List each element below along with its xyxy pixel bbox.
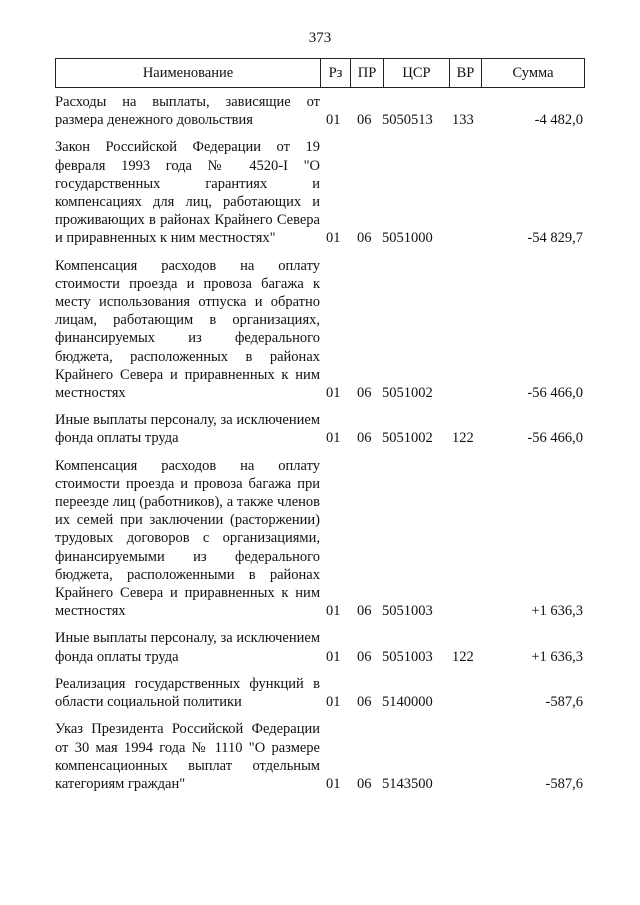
row-sum: +1 636,3 xyxy=(531,648,583,665)
row-csr: 5143500 xyxy=(382,775,433,792)
table-row xyxy=(55,136,585,247)
row-rz: 01 xyxy=(326,385,341,402)
row-csr: 5051003 xyxy=(382,648,433,665)
row-codes xyxy=(55,693,585,711)
table-row xyxy=(55,627,585,665)
row-rz: 01 xyxy=(326,603,341,620)
row-pr: 06 xyxy=(357,648,372,665)
row-csr: 5051003 xyxy=(382,603,433,620)
row-csr: 5051002 xyxy=(382,430,433,447)
row-pr: 06 xyxy=(357,430,372,447)
header-pr: ПР xyxy=(351,59,384,87)
row-sum: -587,6 xyxy=(545,694,583,711)
row-rz: 01 xyxy=(326,112,341,129)
header-rz: Рз xyxy=(321,59,351,87)
header-vr: ВР xyxy=(450,59,482,87)
row-sum: -4 482,0 xyxy=(534,112,583,129)
row-csr: 5140000 xyxy=(382,694,433,711)
row-name: Компенсация расходов на оплату стоимости проезда и провоза багажа при переезде лиц (работников), а также членов их семей при заключении (расторжении) трудовых договоров с организациями, финансируемыми из федерального бюджета, расположенными в районах Крайнего Севера и приравненных к ним местностях xyxy=(55,457,320,620)
row-pr: 06 xyxy=(357,694,372,711)
row-rz: 01 xyxy=(326,648,341,665)
row-rz: 01 xyxy=(326,430,341,447)
row-name: Реализация государственных функций в области социальной политики xyxy=(55,675,320,711)
row-codes xyxy=(55,602,585,620)
row-csr: 5051000 xyxy=(382,230,433,247)
row-sum: -587,6 xyxy=(545,775,583,792)
row-name: Указ Президента Российской Федерации от 30 мая 1994 года № 1110 "О размере компенсационных выплат отдельным категориям граждан" xyxy=(55,721,320,792)
row-codes xyxy=(55,384,585,402)
row-csr: 5051002 xyxy=(382,385,433,402)
row-name: Компенсация расходов на оплату стоимости проезда и провоза багажа к месту использования отпуска и обратно лицам, работающим в организациях, финансируемых из федерального бюджета, расположенных в районах Крайнего Севера и приравненных к ним местностях xyxy=(55,257,320,402)
row-codes xyxy=(55,775,585,793)
table-header xyxy=(55,58,585,88)
row-rz: 01 xyxy=(326,775,341,792)
row-rz: 01 xyxy=(326,694,341,711)
header-csr: ЦСР xyxy=(384,59,450,87)
row-pr: 06 xyxy=(357,603,372,620)
row-name: Иные выплаты персоналу, за исключением фонда оплаты труда xyxy=(55,630,320,665)
row-vr: 122 xyxy=(452,648,474,665)
row-vr: 122 xyxy=(452,430,474,447)
table-row xyxy=(55,718,585,793)
header-name: Наименование xyxy=(56,59,321,87)
row-pr: 06 xyxy=(357,112,372,129)
page-number: 373 xyxy=(308,30,332,46)
row-codes xyxy=(55,229,585,247)
row-vr: 133 xyxy=(452,112,474,129)
row-codes xyxy=(55,111,585,129)
row-sum: -56 466,0 xyxy=(527,430,583,447)
row-name: Закон Российской Федерации от 19 февраля 1993 года № 4520-I "О государственных гарантиях и компенсациях для лиц, работающих и проживающих в районах Крайнего Севера и приравненных к ним местностях" xyxy=(55,139,320,247)
row-sum: -56 466,0 xyxy=(527,385,583,402)
table-row xyxy=(55,255,585,403)
row-sum: +1 636,3 xyxy=(531,603,583,620)
row-csr: 5050513 xyxy=(382,112,433,129)
header-sum: Сумма xyxy=(512,65,554,81)
row-codes xyxy=(55,648,585,666)
row-pr: 06 xyxy=(357,775,372,792)
table-row xyxy=(55,91,585,129)
row-name: Расходы на выплаты, зависящие от размера денежного довольствия xyxy=(55,94,320,129)
row-pr: 06 xyxy=(357,230,372,247)
row-codes xyxy=(55,429,585,447)
table-body xyxy=(55,91,585,800)
table-row xyxy=(55,673,585,711)
row-name: Иные выплаты персоналу, за исключением фонда оплаты труда xyxy=(55,412,320,447)
row-pr: 06 xyxy=(357,385,372,402)
row-sum: -54 829,7 xyxy=(527,230,583,247)
table-row xyxy=(55,455,585,621)
row-rz: 01 xyxy=(326,230,341,247)
table-row xyxy=(55,409,585,447)
